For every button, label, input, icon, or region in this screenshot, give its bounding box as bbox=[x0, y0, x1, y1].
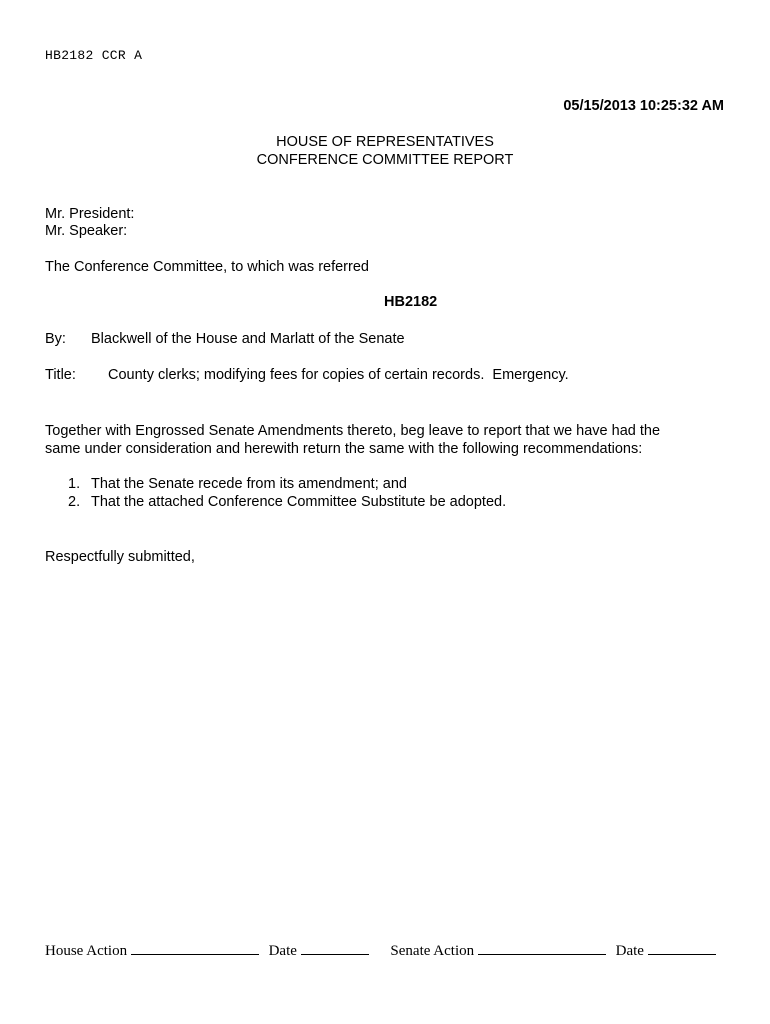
house-action-label: House Action bbox=[45, 943, 128, 959]
recommendation-1-text: That the Senate recede from its amendment; and bbox=[91, 476, 407, 492]
recommendation-2-number: 2. bbox=[68, 494, 81, 510]
timestamp: 05/15/2013 10:25:32 AM bbox=[563, 98, 724, 114]
date-2-line bbox=[648, 942, 716, 955]
referral-text: The Conference Committee, to which was referred bbox=[45, 259, 369, 275]
bill-number: HB2182 bbox=[384, 294, 438, 310]
paragraph-line-1: Together with Engrossed Senate Amendments thereto, beg leave to report that we have had the bbox=[45, 423, 661, 439]
by-value: Blackwell of the House and Marlatt of the Senate bbox=[91, 331, 405, 347]
senate-action-line bbox=[478, 942, 606, 955]
salutation-president: Mr. President: bbox=[45, 206, 135, 222]
date-2-label: Date bbox=[615, 943, 644, 959]
recommendation-1-number: 1. bbox=[68, 476, 81, 492]
title-label: Title: bbox=[45, 367, 76, 383]
title-line-2: CONFERENCE COMMITTEE REPORT bbox=[256, 152, 514, 168]
document-id: HB2182 CCR A bbox=[45, 48, 143, 63]
title-value: County clerks; modifying fees for copies of certain records. Emergency. bbox=[108, 367, 569, 383]
senate-action-label: Senate Action bbox=[390, 943, 475, 959]
closing-text: Respectfully submitted, bbox=[45, 549, 195, 565]
title-line-1: HOUSE OF REPRESENTATIVES bbox=[276, 134, 494, 150]
house-action-line bbox=[131, 942, 259, 955]
by-label: By: bbox=[45, 331, 66, 347]
date-1-label: Date bbox=[268, 943, 297, 959]
footer-actions bbox=[45, 942, 716, 960]
paragraph-line-2: same under consideration and herewith return the same with the following recommendations: bbox=[45, 441, 643, 457]
salutation-speaker: Mr. Speaker: bbox=[45, 223, 128, 239]
date-1-line bbox=[301, 942, 369, 955]
recommendation-2-text: That the attached Conference Committee Substitute be adopted. bbox=[91, 494, 507, 510]
